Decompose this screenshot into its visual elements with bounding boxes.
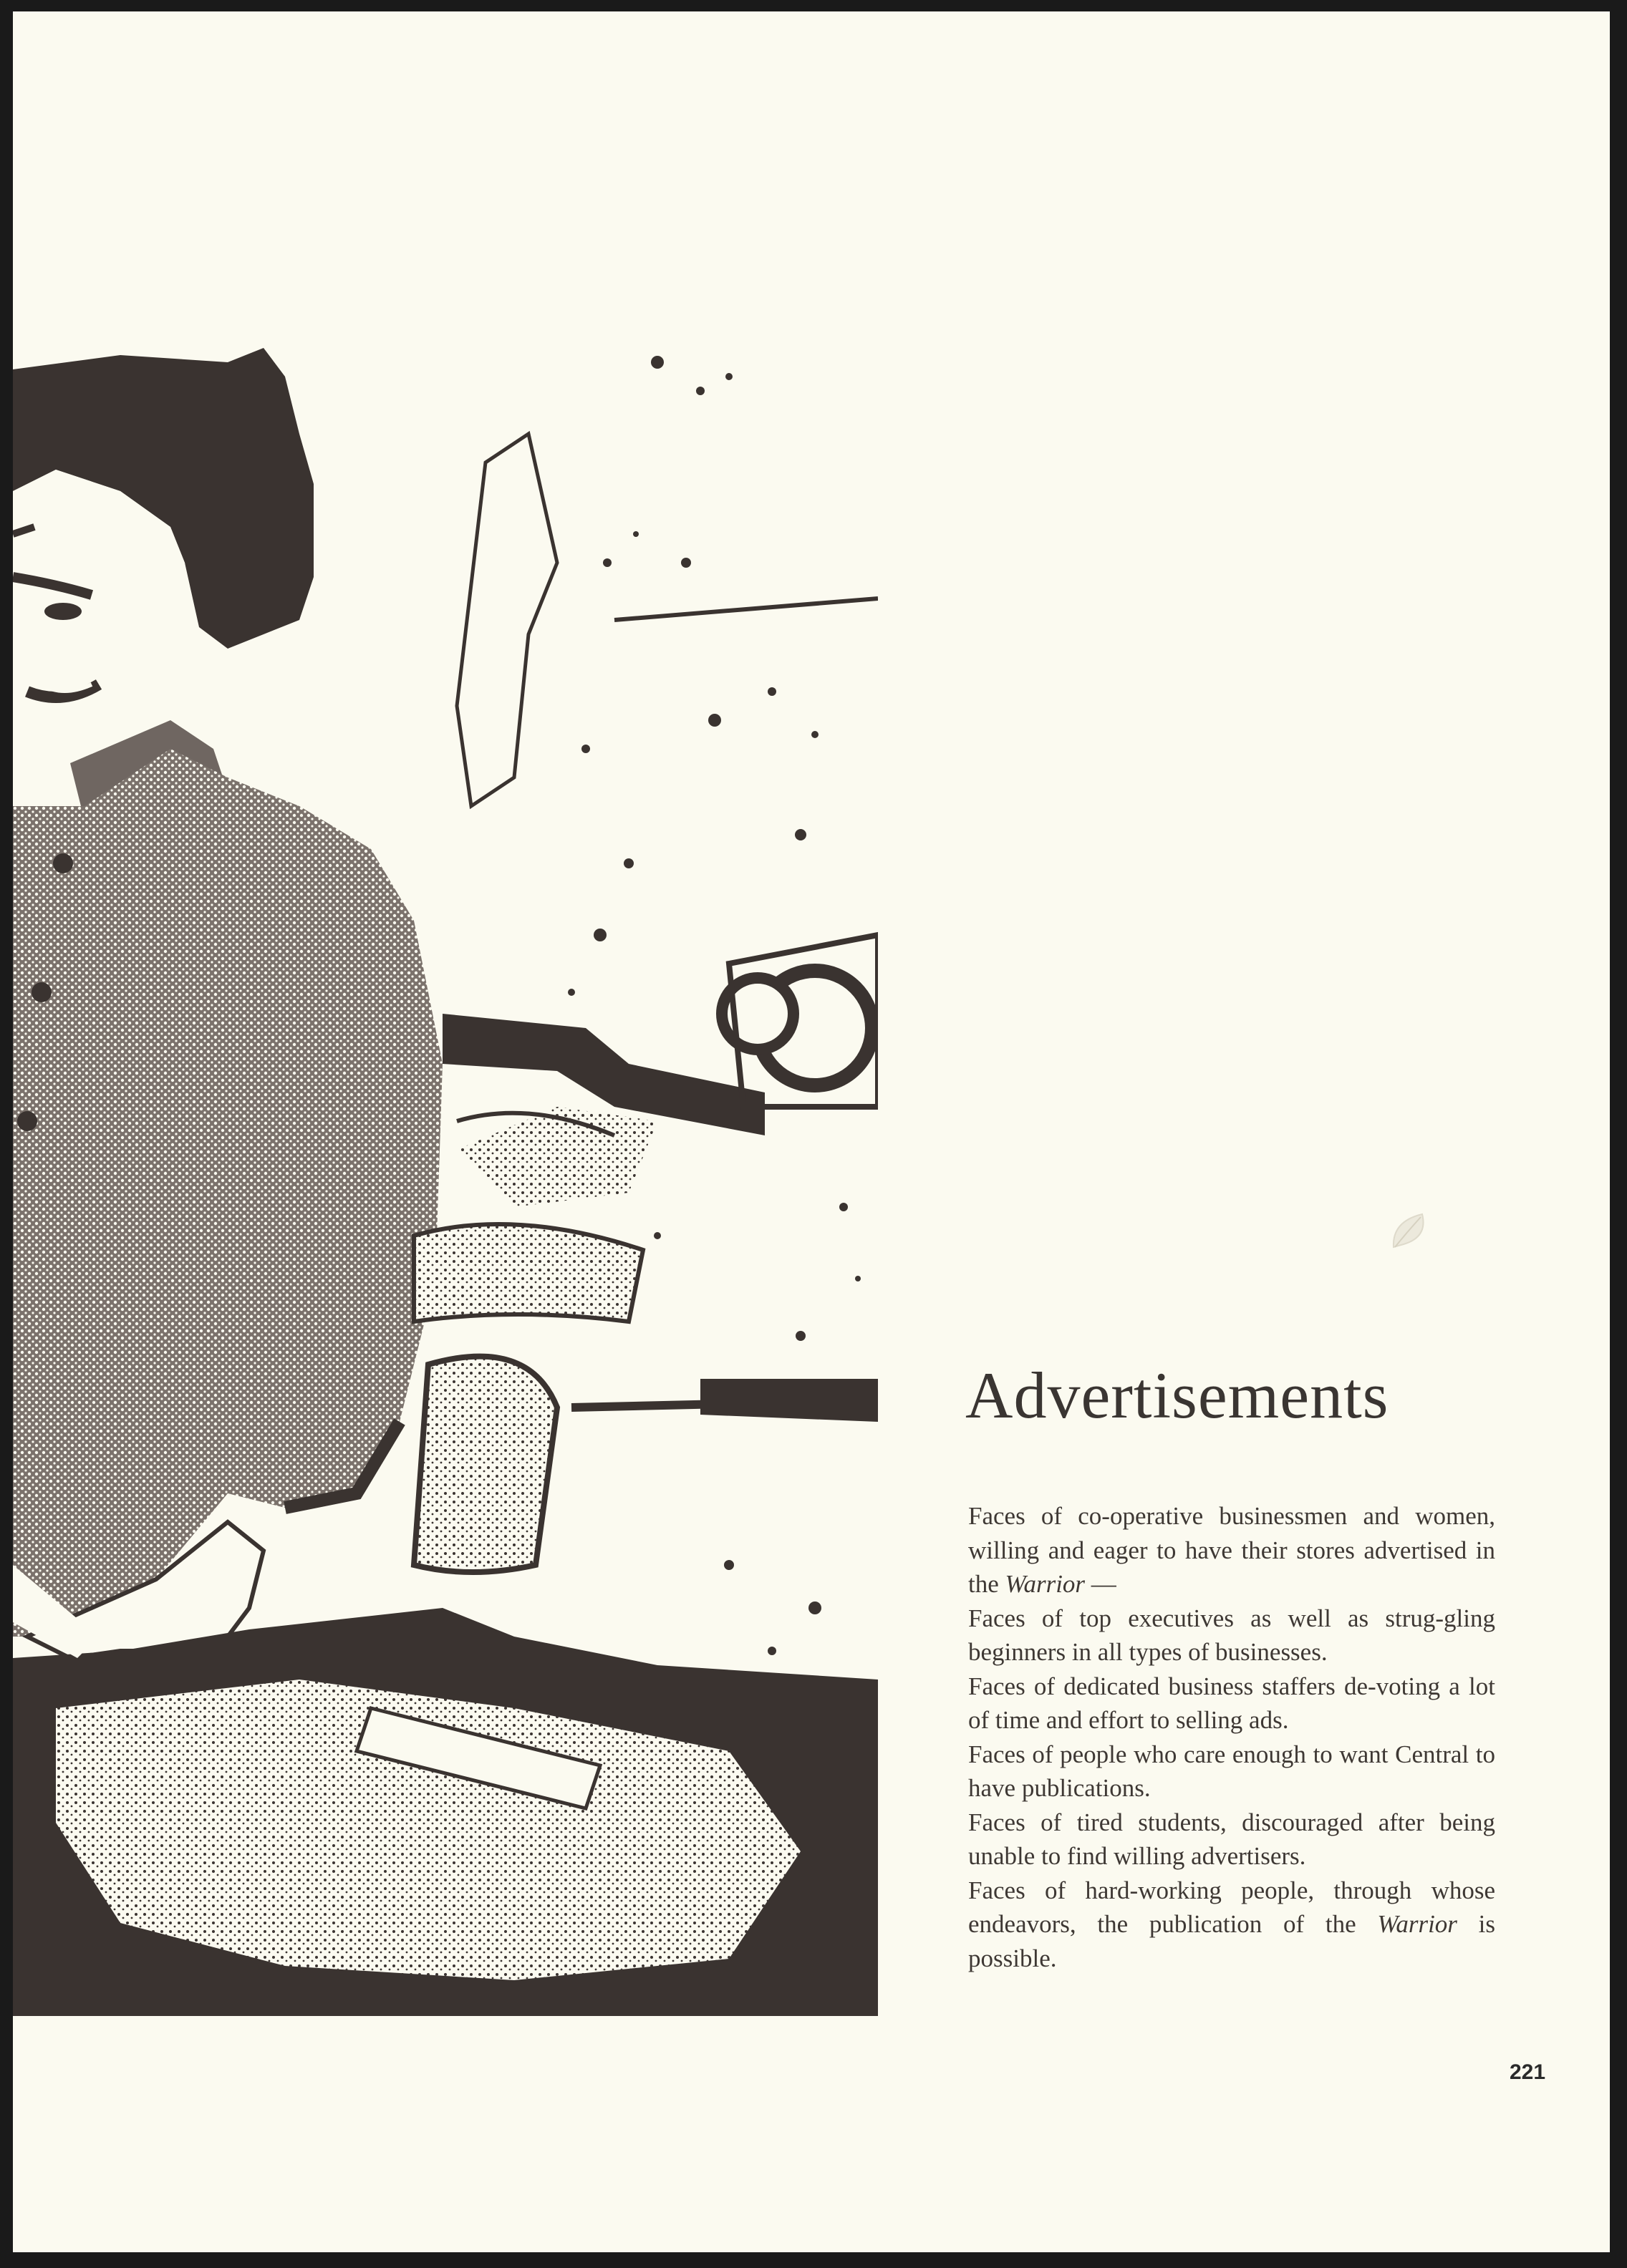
paragraph-6 (968, 1874, 1495, 1976)
paragraph-1-suffix: — (1085, 1570, 1116, 1598)
warrior-title: Warrior (1005, 1570, 1086, 1598)
halftone-photo (13, 348, 878, 2016)
paragraph-2: Faces of top executives as well as strug-gling beginners in all types of businesses. (968, 1604, 1495, 1666)
paragraph-1 (968, 1499, 1495, 1601)
leaf-icon (1388, 1208, 1432, 1253)
photo-cake (457, 1107, 657, 1207)
section-heading: Advertisements (965, 1359, 1389, 1432)
halftone-photo-graphic (13, 348, 878, 2016)
paragraph-4: Faces of people who care enough to want Central to have publications. (968, 1740, 1495, 1802)
yearbook-page (13, 11, 1610, 2252)
paragraph-1-text: Faces of co-operative businessmen and women, willing and eager to have their stores advertised in the (968, 1502, 1495, 1598)
section-body (968, 1499, 1495, 1975)
page-number: 221 (1510, 2060, 1546, 2084)
paragraph-6-suffix: is possible. (968, 1910, 1495, 1972)
paragraph-5: Faces of tired students, discouraged after being unable to find willing advertisers. (968, 1808, 1495, 1870)
paragraph-3: Faces of dedicated business staffers de-voting a lot of time and effort to selling ads. (968, 1672, 1495, 1734)
warrior-title: Warrior (1377, 1910, 1457, 1938)
photo-cardigan (13, 749, 443, 1637)
paragraph-6-text: Faces of hard-working people, through whose endeavors, the publication of the (968, 1876, 1495, 1938)
